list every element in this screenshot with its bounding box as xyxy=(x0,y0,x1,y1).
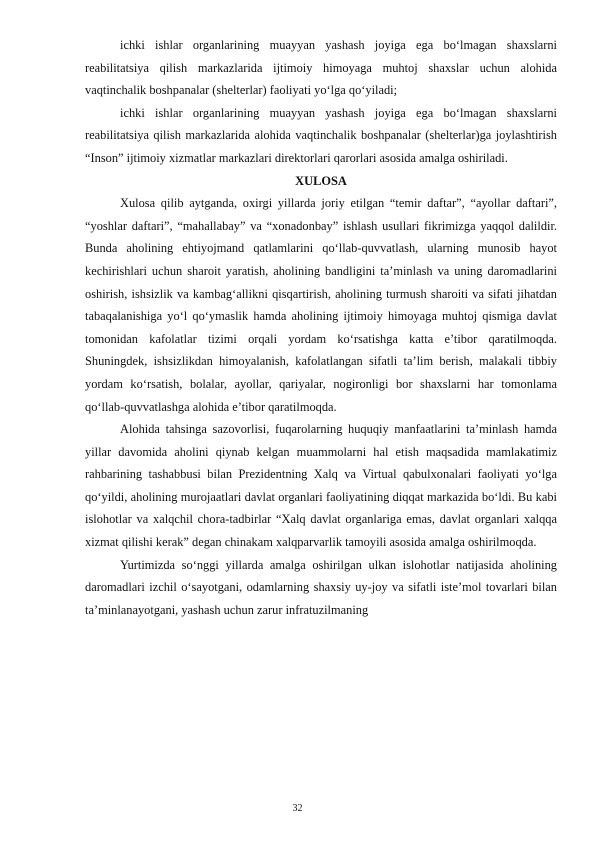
paragraph-shelter-placement: ichki ishlar organlarining muayyan yashash joyiga ega boʻlmagan shaxslarni reabilitatsiya qilish markazlarida alohida vaqtinchalik boshpanalar (shelterlar)ga joylashtirish “Inson” ijtimoiy xizmatlar markazlari direktorlari qarorlari asosida amalga oshiriladi. xyxy=(85,105,557,165)
section-heading: XULOSA xyxy=(295,173,347,188)
paragraph-shelter-operation: ichki ishlar organlarining muayyan yashash joyiga ega boʻlmagan shaxslarni reabilitatsiya qilish markazlarida ijtimoiy himoyaga muhtoj shaxslar uchun alohida vaqtinchalik boshpanalar (shelterlar) faoliyati yoʻlga qoʻyiladi; xyxy=(85,38,557,98)
document-page xyxy=(85,34,557,621)
paragraph-virtual-reception: Alohida tahsinga sazovorlisi, fuqarolarning huquqiy manfaatlarini ta’minlash hamda yillar davomida aholini qiynab kelgan muammolarni hal etish maqsadida mamlakatimiz rahbarining tashabbusi bilan Prezidentning Xalq va Virtual qabulxonalari faoliyati yoʻlga qoʻyildi, aholining murojaatlari davlat organlari faoliyatining diqqat markazida boʻldi. Bu kabi islohotlar va xalqchil chora-tadbirlar “Xalq davlat organlariga emas, davlat organlari xalqqa xizmat qilishi kerak” degan chinakam xalqparvarlik tamoyili asosida amalga oshirilmoqda. xyxy=(85,422,557,550)
page-number: 32 xyxy=(292,803,303,814)
paragraph-conclusion-summary: Xulosa qilib aytganda, oxirgi yillarda joriy etilgan “temir daftar”, “ayollar daftari”, “yoshlar daftari”, “mahallabay” va “xonadonbay” ishlash usullari fikrimizga yaqqol dalildir. Bunda aholining ehtiyojmand qatlamlarini qoʻllab-quvvatlash, ularning munosib hayot kechirishlari uchun sharoit yaratish, aholining bandligini ta’minlash va uning daromadlarini oshirish, ishsizlik va kambag‘allikni qisqartirish, aholining turmush sharoiti va sifati jihatdan tabaqalanishiga yoʻl qoʻymaslik hamda aholining ijtimoiy himoyaga muhtoj qismiga davlat tomonidan kafolatlar tizimi orqali yordam koʻrsatishga katta e’tibor qaratilmoqda. Shuningdek, ishsizlikdan himoyalanish, kafolatlangan sifatli ta’lim berish, malakali tibbiy yordam koʻrsatish, bolalar, ayollar, qariyalar, nogironligi bor shaxslarni har tomonlama qoʻllab-quvvatlashga alohida e’tibor qaratilmoqda. xyxy=(85,196,557,414)
paragraph-reforms: Yurtimizda soʻnggi yillarda amalga oshirilgan ulkan islohotlar natijasida aholining daromadlari izchil oʻsayotgani, odamlarning shaxsiy uy-joy va sifatli iste’mol tovarlari bilan ta’minlanayotgani, yashash uchun zarur infratuzilmaning xyxy=(85,557,557,617)
